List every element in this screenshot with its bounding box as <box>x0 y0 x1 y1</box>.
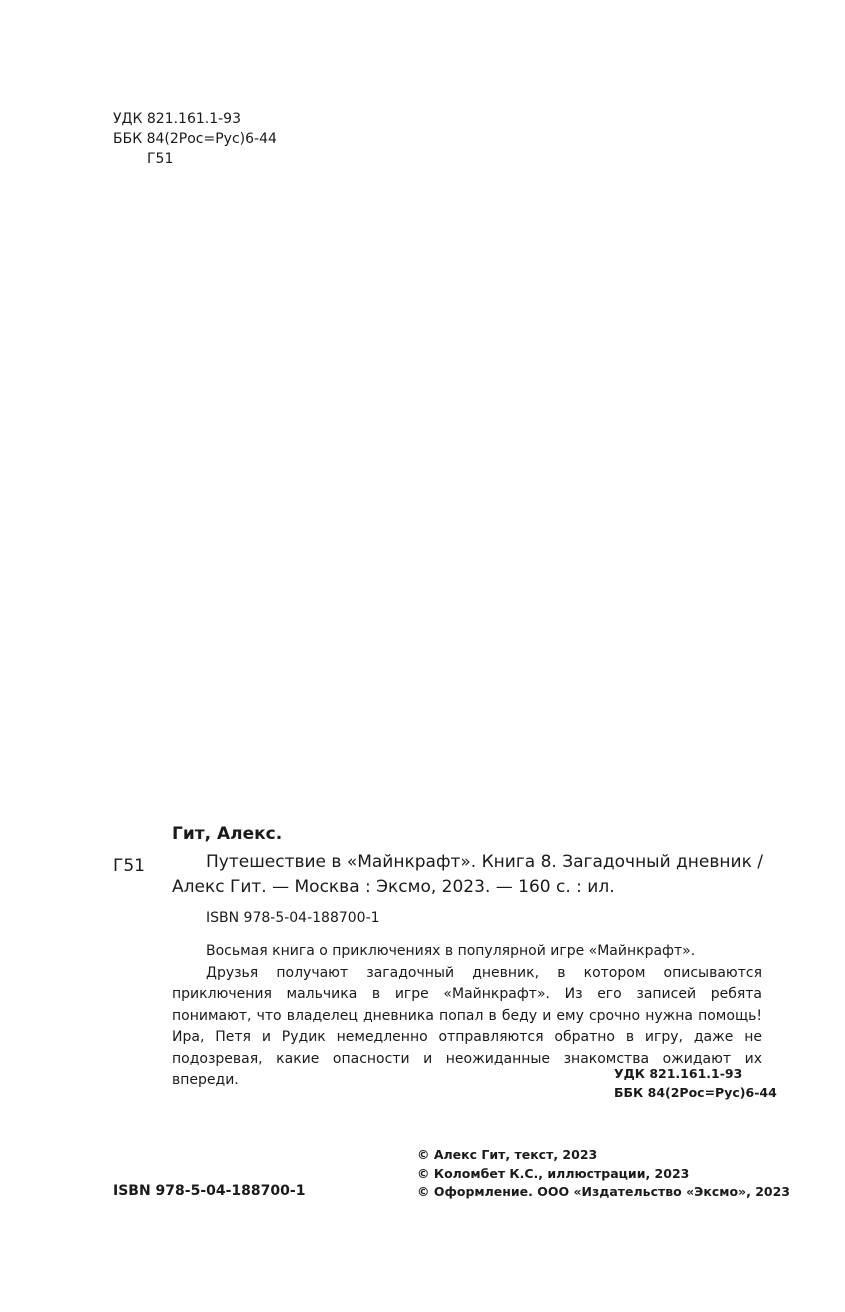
bibliographic-title <box>172 850 762 900</box>
top-classification-codes <box>113 109 277 169</box>
udk-code-right: УДК 821.161.1-93 <box>614 1066 743 1081</box>
author-mark: Г51 <box>147 151 174 167</box>
annotation-paragraph: Друзья получают загадочный дневник, в котором описываются приключения мальчика в игре «Майнкрафт». Из его записей ребята понимают, что владелец дневника попал в беду и ему срочно нужна помощь! Ира, Петя и Рудик немедленно отправляются обратно в игру, даже не подозревая, какие опасности и неожиданные знакомства ожидают их впереди. <box>172 964 762 1088</box>
isbn-bottom: ISBN 978-5-04-188700-1 <box>113 1183 306 1199</box>
title-line-1: Путешествие в «Майнкрафт». Книга 8. Загадочный дневник / <box>206 852 763 872</box>
bbk-code-right: ББК 84(2Рос=Рус)6-44 <box>614 1085 777 1100</box>
author-heading: Гит, Алекс. <box>172 824 283 844</box>
copyright-block <box>417 1146 790 1202</box>
catalog-mark: Г51 <box>113 856 145 876</box>
record-isbn: ISBN 978-5-04-188700-1 <box>206 910 380 926</box>
title-line-2: Алекс Гит. — Москва : Эксмо, 2023. — 160 с. : ил. <box>172 877 615 897</box>
bbk-code: ББК 84(2Рос=Рус)6-44 <box>113 131 277 147</box>
copyright-line: © Алекс Гит, текст, 2023 <box>417 1147 598 1162</box>
copyright-line: © Коломбет К.С., иллюстрации, 2023 <box>417 1165 690 1181</box>
annotation-paragraph: Восьмая книга о приключениях в популярной игре «Майнкрафт». <box>206 943 696 959</box>
copyright-line: © Оформление. ООО «Издательство «Эксмо», 2023 <box>417 1184 790 1199</box>
udk-code: УДК 821.161.1-93 <box>113 111 241 127</box>
classification-codes-right <box>614 1064 777 1102</box>
